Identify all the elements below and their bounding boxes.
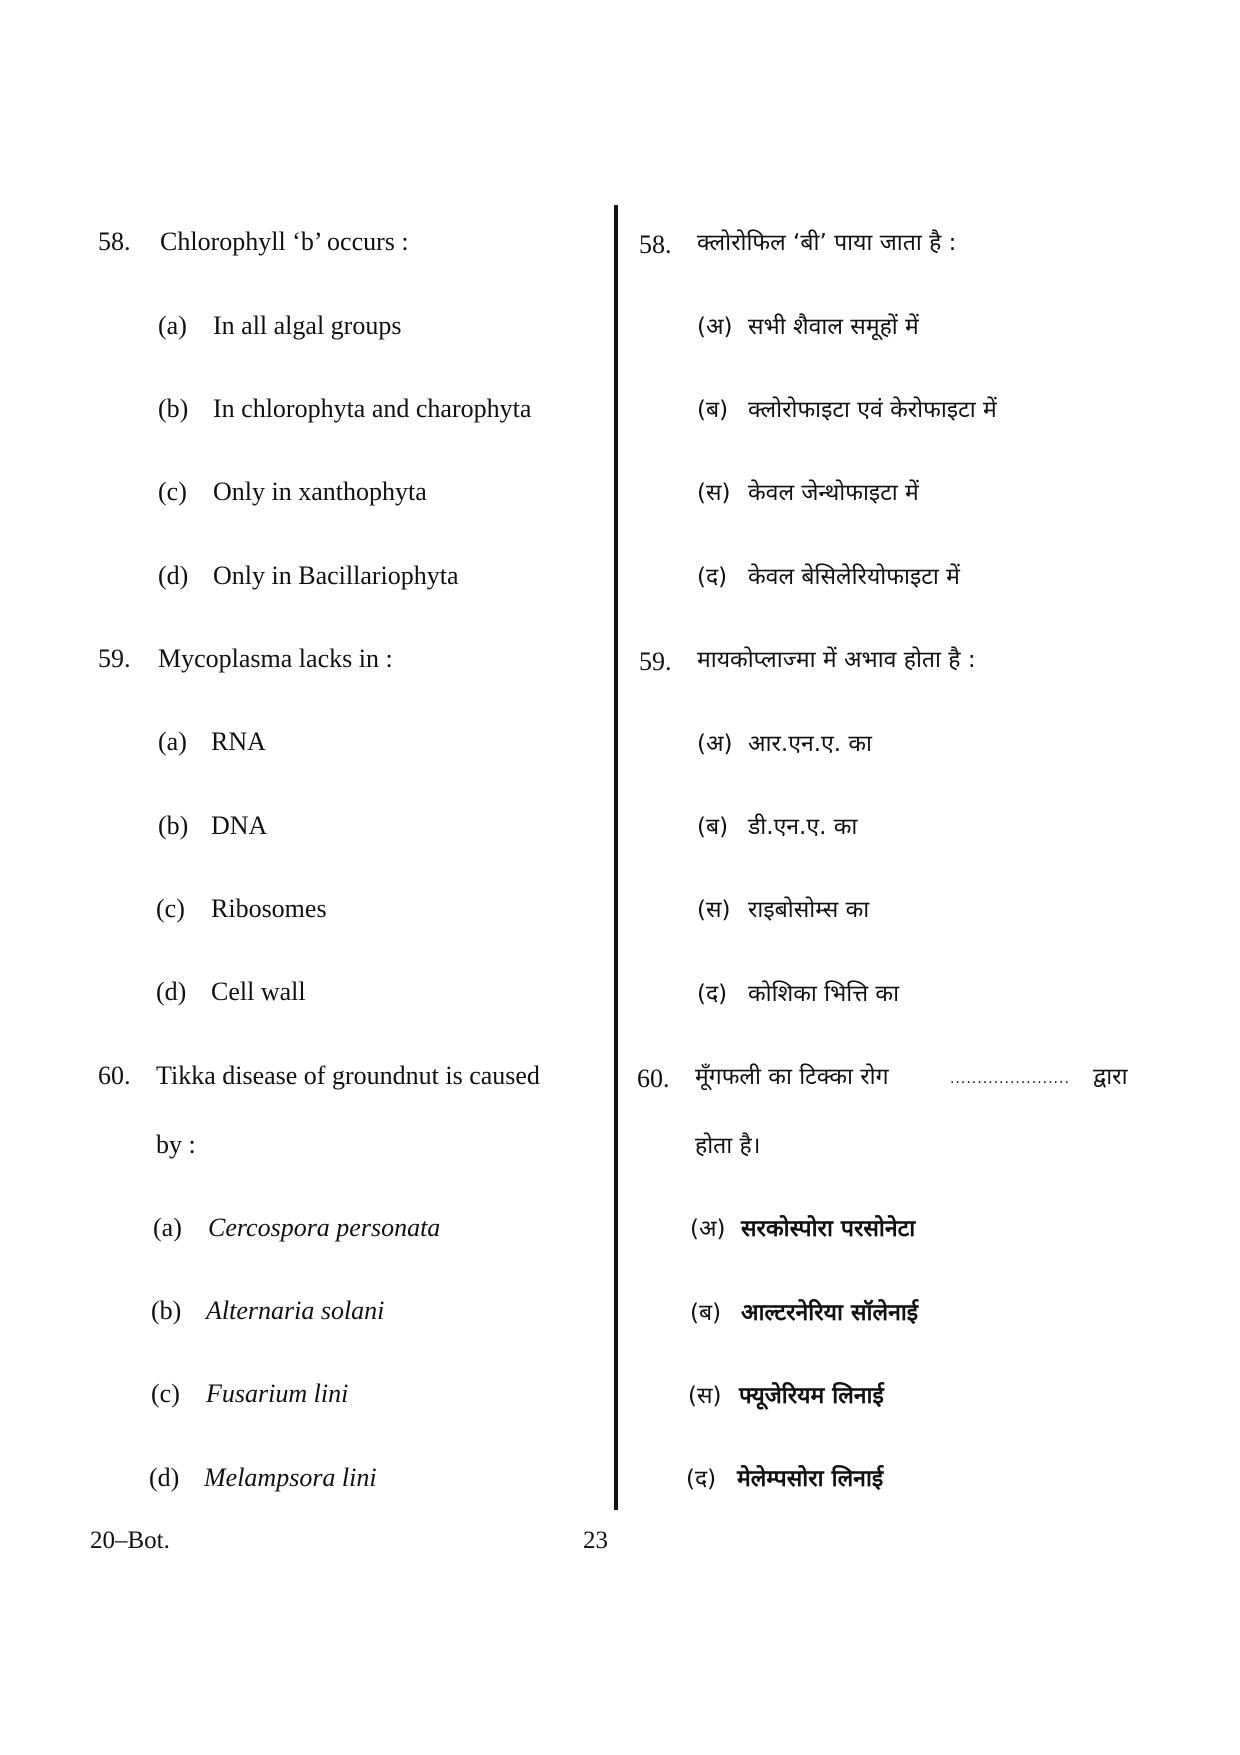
option-text: कोशिका भित्ति का [748, 981, 900, 1007]
option-text: फ्यूजेरियम लिनाई [739, 1383, 884, 1409]
option-letter: (द) [697, 981, 728, 1007]
option-letter: (द) [697, 564, 728, 590]
option-letter: (a) [153, 1213, 182, 1242]
option-text: In all algal groups [213, 311, 402, 340]
option-letter: (b) [158, 394, 189, 423]
option-text: Ribosomes [211, 894, 327, 923]
question-stem-continued: होता है। [695, 1133, 761, 1159]
option-text: Only in Bacillariophyta [213, 561, 459, 590]
option-text: DNA [211, 811, 268, 840]
option-letter: (अ) [697, 314, 733, 340]
option-text: Fusarium lini [206, 1379, 349, 1408]
question-stem: Mycoplasma lacks in : [158, 644, 393, 673]
question-stem: Chlorophyll ‘b’ occurs : [160, 227, 409, 256]
option-letter: (ब) [697, 397, 729, 423]
option-text: Cell wall [211, 977, 306, 1006]
question-number: 58. [639, 230, 672, 259]
option-letter: (c) [158, 477, 187, 506]
option-letter: (a) [158, 311, 187, 340]
question-stem: क्लोरोफिल ‘बी’ पाया जाता है : [697, 230, 957, 256]
option-letter: (a) [158, 727, 187, 756]
option-text: RNA [211, 727, 266, 756]
option-letter: (c) [156, 894, 185, 923]
option-text: Cercospora personata [208, 1213, 441, 1242]
option-text: Only in xanthophyta [213, 477, 427, 506]
column-divider [614, 205, 618, 1510]
question-number: 58. [98, 227, 131, 256]
option-text: केवल बेसिलेरियोफाइटा में [748, 564, 960, 590]
option-text: आल्टरनेरिया सॉलेनाई [741, 1300, 919, 1326]
option-text: मेलेम्पसोरा लिनाई [737, 1466, 884, 1492]
option-letter: (d) [158, 561, 189, 590]
option-text: राइबोसोम्स का [748, 897, 870, 923]
option-letter: (ब) [697, 814, 729, 840]
question-stem-continued: by : [156, 1130, 196, 1159]
option-text: डी.एन.ए. का [748, 814, 858, 840]
option-letter: (b) [158, 811, 189, 840]
option-text: In chlorophyta and charophyta [213, 394, 532, 423]
option-letter: (d) [149, 1463, 180, 1492]
question-number: 59. [639, 647, 672, 676]
option-letter: (अ) [697, 731, 733, 757]
question-number: 59. [98, 644, 131, 673]
option-text: आर.एन.ए. का [748, 731, 872, 757]
option-letter: (b) [151, 1296, 182, 1325]
option-letter: (ब) [690, 1300, 722, 1326]
question-stem: मायकोप्लाज्मा में अभाव होता है : [697, 647, 976, 673]
option-letter: (अ) [690, 1216, 726, 1242]
paper-code: 20–Bot. [90, 1527, 170, 1554]
option-letter: (स) [688, 1383, 722, 1409]
question-stem: Tikka disease of groundnut is caused [156, 1061, 540, 1090]
option-letter: (d) [156, 977, 187, 1006]
option-text: सभी शैवाल समूहों में [748, 314, 919, 340]
page-number: 23 [583, 1527, 608, 1554]
option-letter: (स) [697, 480, 731, 506]
option-letter: (c) [151, 1379, 180, 1408]
question-stem: मूँगफली का टिक्का रोग [695, 1064, 889, 1090]
option-letter: (स) [697, 897, 731, 923]
option-text: सरकोस्पोरा परसोनेटा [741, 1216, 916, 1242]
question-number: 60. [637, 1064, 670, 1093]
option-text: क्लोरोफाइटा एवं केरोफाइटा में [748, 397, 997, 423]
fill-in-blank: ...................... [950, 1071, 1070, 1087]
option-text: केवल जेन्थोफाइटा में [748, 480, 919, 506]
option-text: Alternaria solani [206, 1296, 385, 1325]
question-stem-end: द्वारा [1093, 1064, 1128, 1090]
question-number: 60. [98, 1061, 131, 1090]
option-letter: (द) [686, 1466, 717, 1492]
option-text: Melampsora lini [204, 1463, 377, 1492]
